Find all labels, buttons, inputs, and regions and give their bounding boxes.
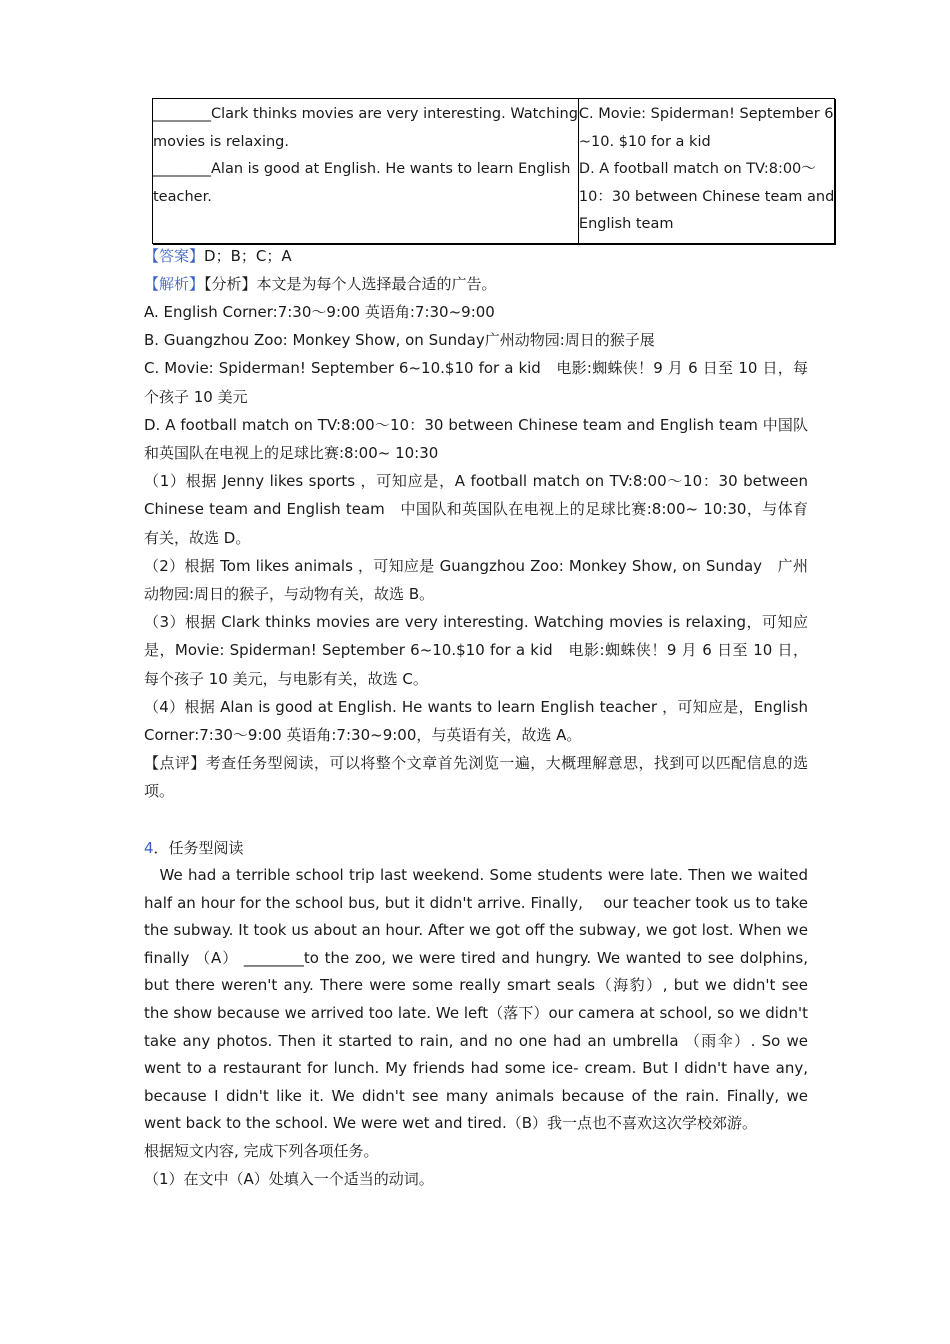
analysis-intro: 【分析】本文是为每个人选择最合适的广告。 bbox=[204, 275, 497, 293]
reason-2: （2）根据 Tom likes animals ，可知应是 Guangzhou Zoo: Monkey Show, on Sunday 广州动物园:周日的猴子，与动物有关，故选 B。 bbox=[144, 556, 808, 604]
right-line: ~10. $10 for a kid bbox=[578, 133, 711, 150]
passage: We had a terrible school trip last weekend. Some students were late. Then we waited half an hour for the school bus, but it didn't arrive. Finally, our teacher took us to take the subway. It took us about an hour. After we got off the subway, we got lost. When we finally （A） ________to the zoo, we were tired and hungry. We wanted to see dolphins, but there weren't any. There were some really smart seals（海豹）, but we didn't see the show because we arrived too late. We left（落下）our camera at school, so we didn't take any photos. Then it started to rain, and no one had an umbrella （雨伞）. So we went to a restaurant for lunch. My friends had some ice- cream. But I didn't have any, because I didn't like it. We didn't see many animals because of the rain. Finally, we went back to the school. We were wet and tired.（B）我一点也不喜欢这次学校郊游。 bbox=[144, 866, 808, 1133]
task-1: （1）在文中（A）处填入一个适当的动词。 bbox=[144, 1169, 434, 1188]
question-4-title bbox=[144, 834, 808, 862]
question-number: 4 bbox=[144, 839, 154, 857]
left-line: ________Clark thinks movies are very interesting. Watching bbox=[153, 106, 578, 122]
answer-text: D；B；C；A bbox=[204, 247, 292, 265]
instruction: 根据短文内容, 完成下列各项任务。 bbox=[144, 1141, 379, 1160]
reason-1: （1）根据 Jenny likes sports ，可知应是，A football match on TV:8:00～10：30 between Chinese team and English team 中国队和英国队在电视上的足球比赛:8:00~ 10:30，与体育有关，故选 D。 bbox=[144, 472, 808, 547]
reason-3: （3）根据 Clark thinks movies are very interesting. Watching movies is relaxing，可知应是，Movie: Spiderman! September 6~10.$10 for a kid 电影:蜘蛛侠！9 月 6 日至 10 日，每个孩子 10 美元，与电影有关，故选 C。 bbox=[144, 613, 808, 688]
right-line: C. Movie: Spiderman! September 6 bbox=[578, 106, 834, 122]
left-line: teacher. bbox=[153, 188, 212, 205]
matching-table bbox=[152, 98, 835, 244]
reason-4: （4）根据 Alan is good at English. He wants to learn English teacher ，可知应是，English Corner:7:30～9:00 英语角:7:30~9:00，与英语有关，故选 A。 bbox=[144, 697, 808, 745]
left-line: ________Alan is good at English. He wants to learn English bbox=[153, 161, 571, 177]
option-d: D. A football match on TV:8:00～10：30 between Chinese team and English team 中国队和英国队在电视上的足球比赛:8:00~ 10:30 bbox=[144, 415, 808, 463]
analysis-intro-line bbox=[144, 270, 808, 298]
matching-left-cell bbox=[153, 99, 579, 244]
right-line: 10：30 between Chinese team and bbox=[578, 188, 835, 205]
option-c: C. Movie: Spiderman! September 6~10.$10 for a kid 电影:蜘蛛侠！9 月 6 日至 10 日，每个孩子 10 美元 bbox=[144, 359, 808, 406]
left-line: movies is relaxing. bbox=[153, 133, 289, 150]
matching-right-cell bbox=[578, 99, 834, 244]
question-4-body bbox=[144, 862, 808, 1193]
answer-tag: 【答案】 bbox=[144, 247, 205, 265]
option-b: B. Guangzhou Zoo: Monkey Show, on Sunday广州动物园:周日的猴子展 bbox=[144, 331, 655, 350]
answer-line bbox=[144, 242, 808, 270]
analysis-tag: 【解析】 bbox=[144, 275, 205, 293]
right-line: D. A football match on TV:8:00～ bbox=[578, 161, 816, 177]
option-a: A. English Corner:7:30～9:00 英语角:7:30~9:00 bbox=[144, 303, 495, 321]
analysis-options bbox=[144, 298, 808, 806]
question-title: ．任务型阅读 bbox=[153, 839, 244, 857]
comment: 【点评】考查任务型阅读，可以将整个文章首先浏览一遍，大概理解意思，找到可以匹配信息的选项。 bbox=[144, 754, 808, 801]
right-line: English team bbox=[578, 216, 674, 232]
